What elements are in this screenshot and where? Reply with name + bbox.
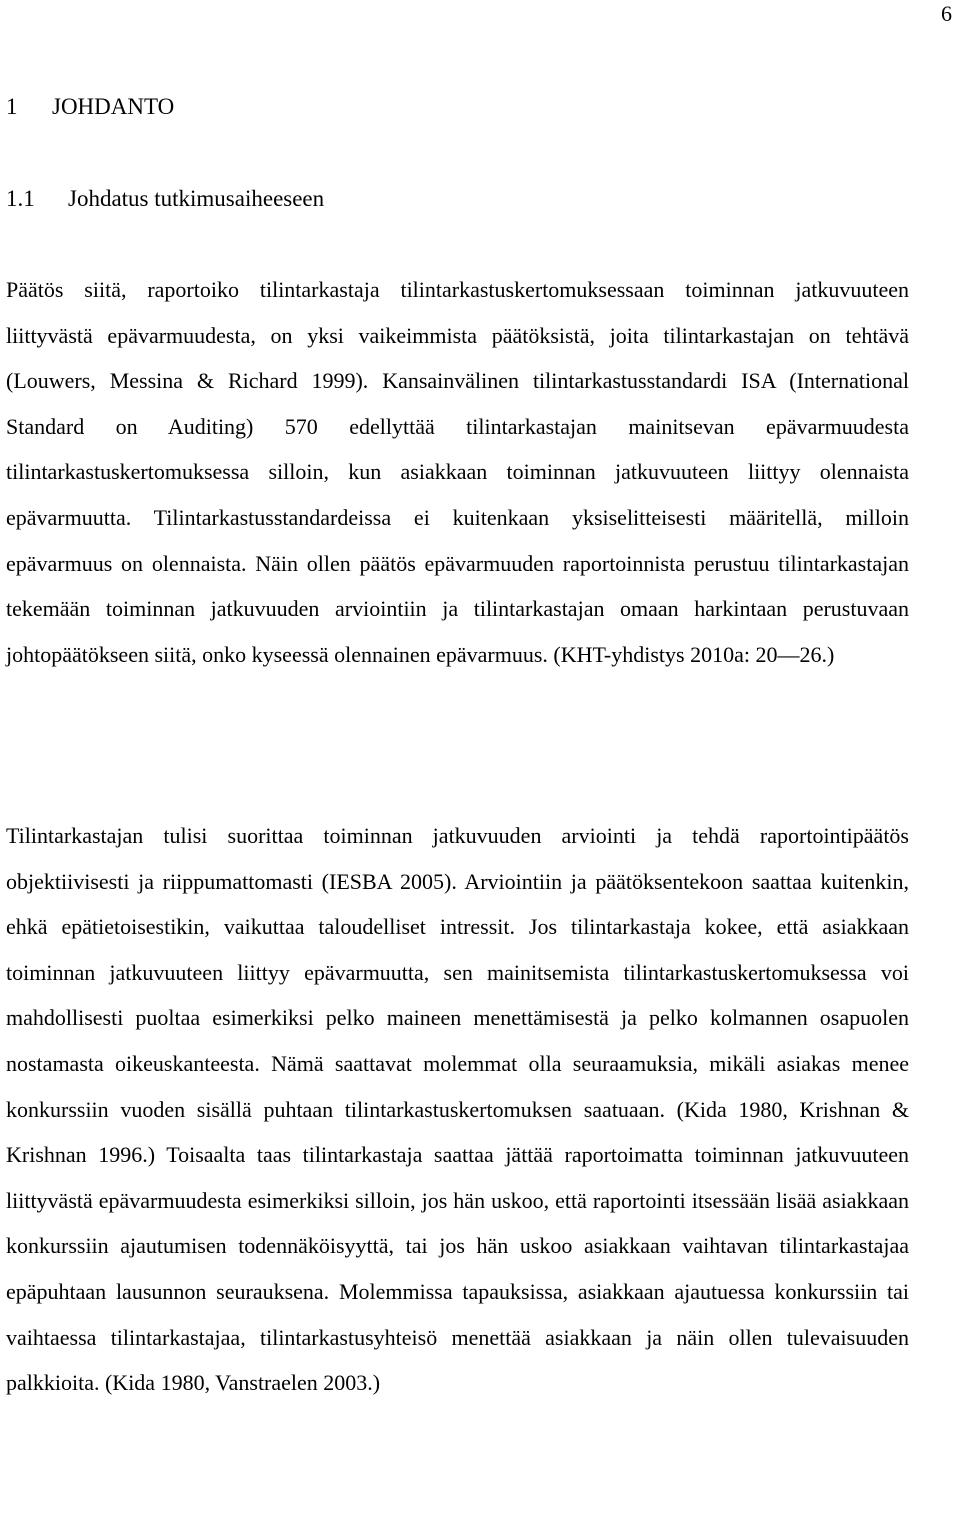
body-paragraph-2: Tilintarkastajan tulisi suorittaa toiminnan jatkuvuuden arviointi ja tehdä raportointipäätös objektiivisesti ja riippumattomasti (IESBA 2005). Arviointiin ja päätöksentekoon saattaa kuitenkin, ehkä epätietoisestikin, vaikuttaa taloudelliset intressit. Jos tilintarkastaja kokee, että asiakkaan toiminnan jatkuvuuteen liittyy epävarmuutta, sen mainitsemista tilintarkastuskertomuksessa voi mahdollisesti puoltaa esimerkiksi pelko maineen menettämisestä ja pelko kolmannen osapuolen nostamasta oikeuskanteesta. Nämä saattavat molemmat olla seuraamuksia, mikäli asiakas menee konkurssiin vuoden sisällä puhtaan tilintarkastuskertomuksen saatuaan. (Kida 1980, Krishnan & Krishnan 1996.) Toisaalta taas tilintarkastaja saattaa jättää raportoimatta toiminnan jatkuvuuteen liittyvästä epävarmuudesta esimerkiksi silloin, jos hän uskoo, että raportointi itsessään lisää asiakkaan konkurssiin ajautumisen todennäköisyyttä, tai jos hän uskoo asiakkaan vaihtavan tilintarkastajaa epäpuhtaan lausunnon seurauksena. Molemmissa tapauksissa, asiakkaan ajautuessa konkurssiin tai vaihtaessa tilintarkastajaa, tilintarkastusyhteisö menettää asiakkaan ja näin ollen tulevaisuuden palkkioita. (Kida 1980, Vanstraelen 2003.): [6, 823, 909, 1396]
chapter-heading: [6, 92, 174, 122]
section-title: Johdatus tutkimusaiheeseen: [68, 186, 325, 211]
body-paragraph-1: Päätös siitä, raportoiko tilintarkastaja tilintarkastuskertomuksessaan toiminnan jatkuvuuteen liittyvästä epävarmuudesta, on yksi vaikeimmista päätöksistä, joita tilintarkastajan on tehtävä (Louwers, Messina & Richard 1999). Kansainvälinen tilintarkastusstandardi ISA (International Standard on Auditing) 570 edellyttää tilintarkastajan mainitsevan epävarmuudesta tilintarkastuskertomuksessa silloin, kun asiakkaan toiminnan jatkuvuuteen liittyy olennaista epävarmuutta. Tilintarkastusstandardeissa ei kuitenkaan yksiselitteisesti määritellä, milloin epävarmuus on olennaista. Näin ollen päätös epävarmuuden raportoinnista perustuu tilintarkastajan tekemään toiminnan jatkuvuuden arviointiin ja tilintarkastajan omaan harkintaan perustuvaan johtopäätökseen siitä, onko kyseessä olennainen epävarmuus. (KHT-yhdistys 2010a: 20—26.): [6, 277, 909, 667]
page-number: 6: [941, 1, 952, 26]
chapter-title: JOHDANTO: [52, 94, 175, 119]
chapter-number: 1: [6, 94, 18, 119]
section-number: 1.1: [6, 186, 35, 211]
section-heading: [6, 184, 324, 214]
